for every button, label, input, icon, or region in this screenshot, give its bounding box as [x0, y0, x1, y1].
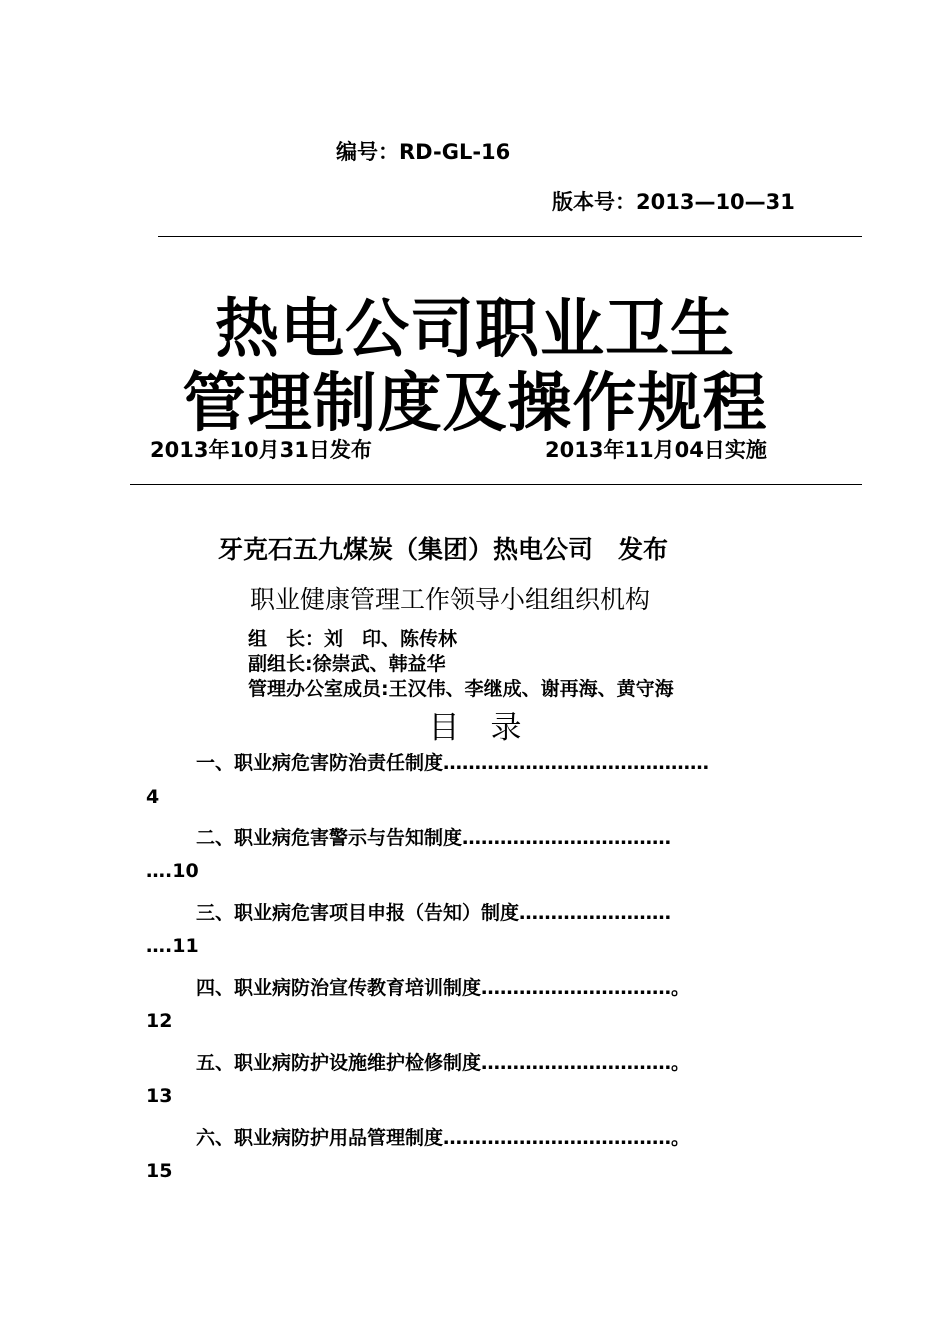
toc-page-number: ….10	[146, 860, 199, 882]
issue-date: 2013年10月31日发布	[150, 438, 372, 462]
organization-title: 职业健康管理工作领导小组组织机构	[250, 585, 651, 614]
toc-title: 目 录	[428, 710, 522, 746]
toc-entry: 一、职业病危害防治责任制度……………………………………	[196, 752, 710, 774]
toc-page-number: 15	[146, 1160, 173, 1182]
team-leader: 组 长：刘 印、陈传林	[248, 628, 458, 650]
document-title-line-1: 热电公司职业卫生	[215, 293, 735, 367]
header-divider	[158, 236, 862, 237]
toc-page-number: 12	[146, 1010, 173, 1032]
toc-entry: 二、职业病危害警示与告知制度……………………………	[196, 827, 672, 849]
version-number: 版本号：2013—10—31	[552, 190, 795, 214]
toc-page-number: 4	[146, 786, 160, 808]
dates-divider	[130, 484, 862, 485]
publisher: 牙克石五九煤炭（集团）热电公司 发布	[218, 535, 669, 564]
office-members: 管理办公室成员:王汉伟、李继成、谢再海、黄守海	[248, 678, 674, 700]
document-title-line-2: 管理制度及操作规程	[182, 367, 768, 441]
toc-page-number: ….11	[146, 935, 199, 957]
implementation-date: 2013年11月04日实施	[545, 438, 767, 462]
deputy-leader: 副组长:徐崇武、韩益华	[248, 653, 446, 675]
toc-entry: 四、职业病防治宣传教育培训制度…………………………。	[196, 977, 691, 999]
toc-entry: 六、职业病防护用品管理制度………………………………。	[196, 1127, 691, 1149]
document-number: 编号：RD-GL-16	[336, 140, 511, 164]
toc-entry: 五、职业病防护设施维护检修制度…………………………。	[196, 1052, 691, 1074]
toc-entry: 三、职业病危害项目申报（告知）制度……………………	[196, 902, 672, 924]
toc-page-number: 13	[146, 1085, 173, 1107]
